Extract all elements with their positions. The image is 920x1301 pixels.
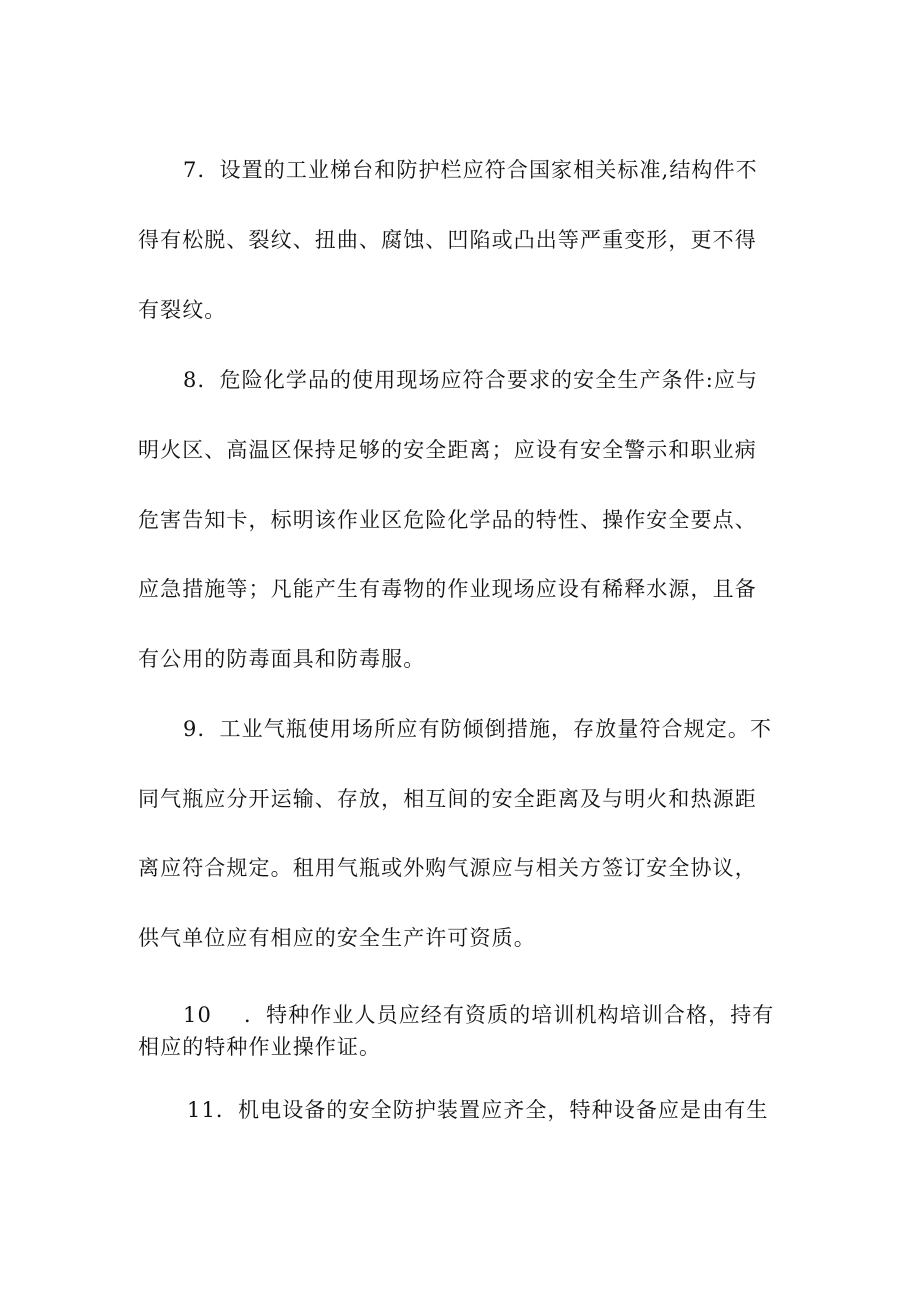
paragraph-9-line-3: 离应符合规定。租用气瓶或外购气源应与相关方签订安全协议， [138, 856, 757, 880]
paragraph-8-line-3: 危害告知卡，标明该作业区危险化学品的特性、操作安全要点、 [138, 508, 757, 532]
paragraph-10-line-2: 相应的特种作业操作证。 [138, 1035, 382, 1059]
paragraph-11-line-1: 11．机电设备的安全防护装置应齐全，特种设备应是由有生 [187, 1098, 769, 1122]
paragraph-10-number: 10 [183, 1003, 212, 1027]
paragraph-8-line-2: 明火区、高温区保持足够的安全距离；应设有安全警示和职业病 [138, 438, 757, 462]
paragraph-9-line-4: 供气单位应有相应的安全生产许可资质。 [138, 926, 536, 950]
paragraph-8-line-5: 有公用的防毒面具和防毒服。 [138, 647, 426, 671]
paragraph-7-line-3: 有裂纹。 [138, 298, 227, 322]
paragraph-8-line-1: 8．危险化学品的使用现场应符合要求的安全生产条件:应与 [183, 368, 759, 392]
paragraph-7-line-1: 7．设置的工业梯台和防护栏应符合国家相关标准,结构件不 [183, 158, 758, 182]
paragraph-10-line-1: ．特种作业人员应经有资质的培训机构培训合格，持有 [244, 1003, 775, 1027]
paragraph-7-line-2: 得有松脱、裂纹、扭曲、腐蚀、凹陷或凸出等严重变形，更不得 [138, 228, 757, 252]
paragraph-9-line-1: 9．工业气瓶使用场所应有防倾倒措施，存放量符合规定。不 [183, 717, 773, 741]
paragraph-8-line-4: 应急措施等；凡能产生有毒物的作业现场应设有稀释水源，且备 [138, 577, 757, 601]
paragraph-9-line-2: 同气瓶应分开运输、存放，相互间的安全距离及与明火和热源距 [138, 787, 757, 811]
